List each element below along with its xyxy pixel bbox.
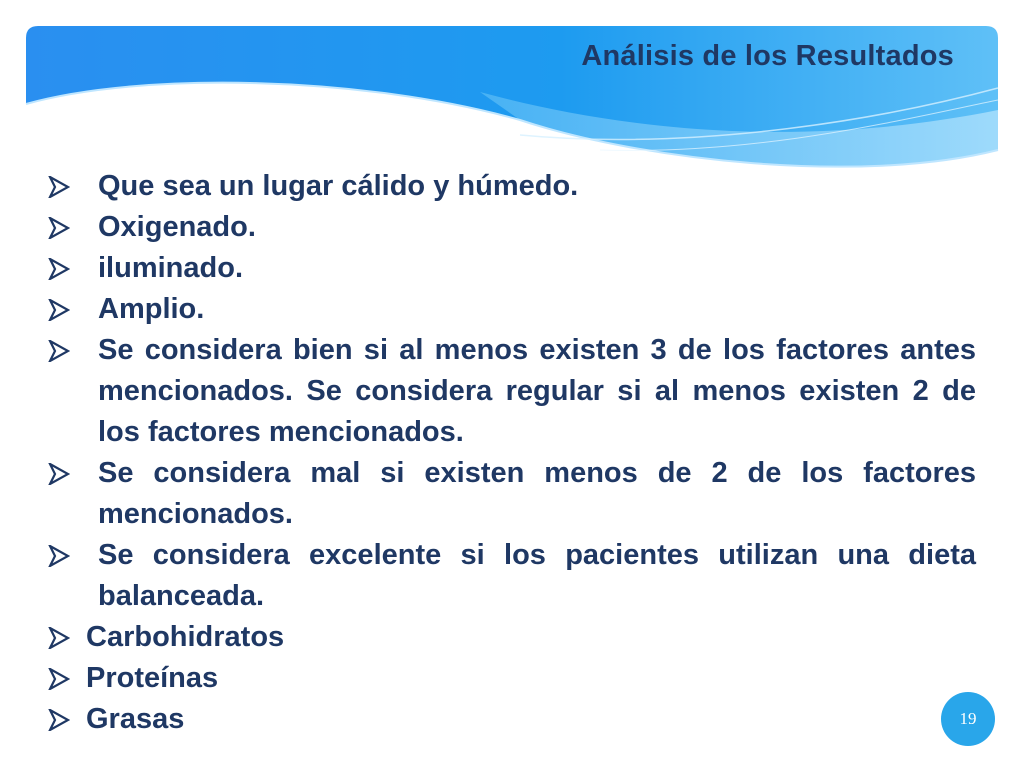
arrow-bullet-icon <box>48 545 70 567</box>
header-wave-banner <box>0 0 1024 190</box>
arrow-bullet-icon <box>48 340 70 362</box>
bullet-item <box>40 166 976 207</box>
bullet-item <box>40 330 976 453</box>
arrow-bullet-icon <box>48 176 70 198</box>
bullet-item <box>40 248 976 289</box>
bullet-text: Proteínas <box>86 662 219 694</box>
bullet-item <box>40 289 976 330</box>
arrow-bullet-icon <box>48 668 70 690</box>
bullet-text: Oxigenado. <box>98 211 256 243</box>
arrow-bullet-icon <box>48 627 70 649</box>
page-number-badge: 19 <box>941 692 995 746</box>
bullet-item <box>40 699 976 740</box>
bullet-item <box>40 535 976 617</box>
bullet-text: iluminado. <box>98 252 243 284</box>
bullet-text: Grasas <box>86 703 185 735</box>
bullet-item <box>40 207 976 248</box>
arrow-bullet-icon <box>48 258 70 280</box>
arrow-bullet-icon <box>48 217 70 239</box>
arrow-bullet-icon <box>48 709 70 731</box>
arrow-bullet-icon <box>48 299 70 321</box>
bullet-text: Que sea un lugar cálido y húmedo. <box>98 170 579 202</box>
bullet-text: Se considera excelente si los pacientes utilizan una dieta balanceada. <box>98 539 976 612</box>
arrow-bullet-icon <box>48 463 70 485</box>
slide-title: Análisis de los Resultados <box>581 40 954 72</box>
bullet-item <box>40 658 976 699</box>
bullet-text: Se considera mal si existen menos de 2 de los factores mencionados. <box>98 457 976 530</box>
bullet-text: Se considera bien si al menos existen 3 de los factores antes mencionados. Se considera regular si al menos existen 2 de los factores mencionados. <box>98 334 976 448</box>
bullet-text: Amplio. <box>98 293 205 325</box>
bullet-item <box>40 453 976 535</box>
bullet-item <box>40 617 976 658</box>
bullet-list <box>40 166 976 740</box>
bullet-text: Carbohidratos <box>86 621 285 653</box>
